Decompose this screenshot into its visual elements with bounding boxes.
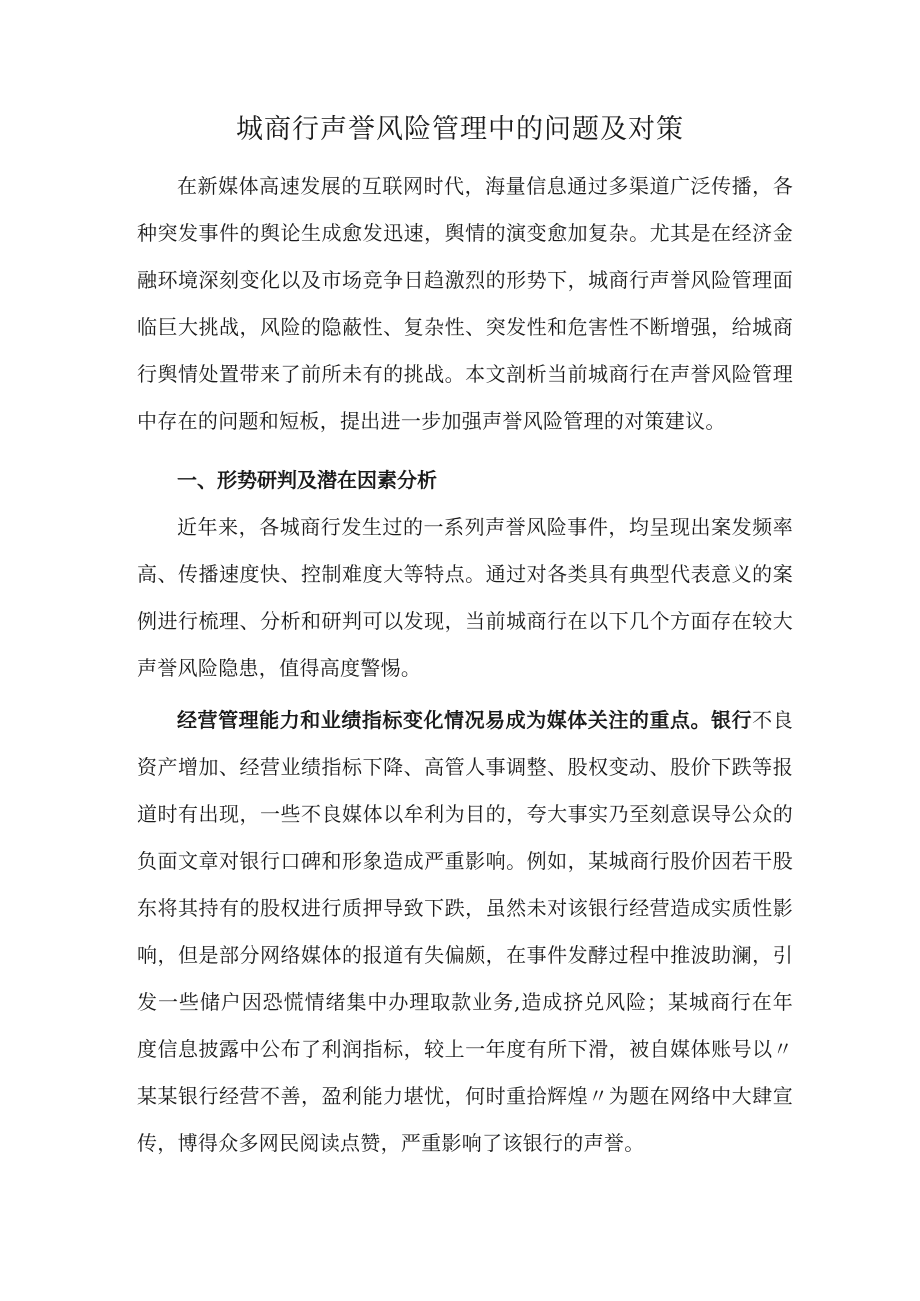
section-paragraph-business — [137, 697, 793, 1167]
paragraph-bold-lead: 经营管理能力和业绩指标变化情况易成为媒体关注的重点。银行 — [177, 708, 753, 732]
intro-paragraph: 在新媒体高速发展的互联网时代，海量信息通过多渠道广泛传播，各种突发事件的舆论生成愈发迅速，舆情的演变愈加复杂。尤其是在经济金融环境深刻变化以及市场竞争日趋激烈的形势下，城商行声誉风险管理面临巨大挑战，风险的隐蔽性、复杂性、突发性和危害性不断增强，给城商行舆情处置带来了前所未有的挑战。本文剖析当前城商行在声誉风险管理中存在的问题和短板，提出进一步加强声誉风险管理的对策建议。 — [137, 174, 793, 433]
document-title: 城商行声誉风险管理中的问题及对策 — [236, 114, 684, 145]
section-paragraph: 近年来，各城商行发生过的一系列声誉风险事件，均呈现出案发频率高、传播速度快、控制难度大等特点。通过对各类具有典型代表意义的案例进行梳理、分析和研判可以发现，当前城商行在以下几个方面存在较大声誉风险隐患，值得高度警惕。 — [137, 515, 793, 680]
paragraph-body: 不良资产增加、经营业绩指标下降、高管人事调整、股权变动、股价下跌等报道时有出现，一些不良媒体以牟利为目的，夸大事实乃至刻意误导公众的负面文章对银行口碑和形象造成严重影响。例如，某城商行股价因若干股东将其持有的股权进行质押导致下跌，虽然未对该银行经营造成实质性影响，但是部分网络媒体的报道有失偏颇，在事件发酵过程中推波助澜，引发一些储户因恐慌情绪集中办理取款业务,造成挤兑风险；某城商行在年度信息披露中公布了利润指标，较上一年度有所下滑，被自媒体账号以〃某某银行经营不善，盈利能力堪忧，何时重拾辉煌〃为题在网络中大肆宣传，博得众多网民阅读点赞，严重影响了该银行的声誉。 — [137, 708, 793, 1155]
section-heading: 一、形势研判及潜在因素分析 — [177, 468, 437, 492]
